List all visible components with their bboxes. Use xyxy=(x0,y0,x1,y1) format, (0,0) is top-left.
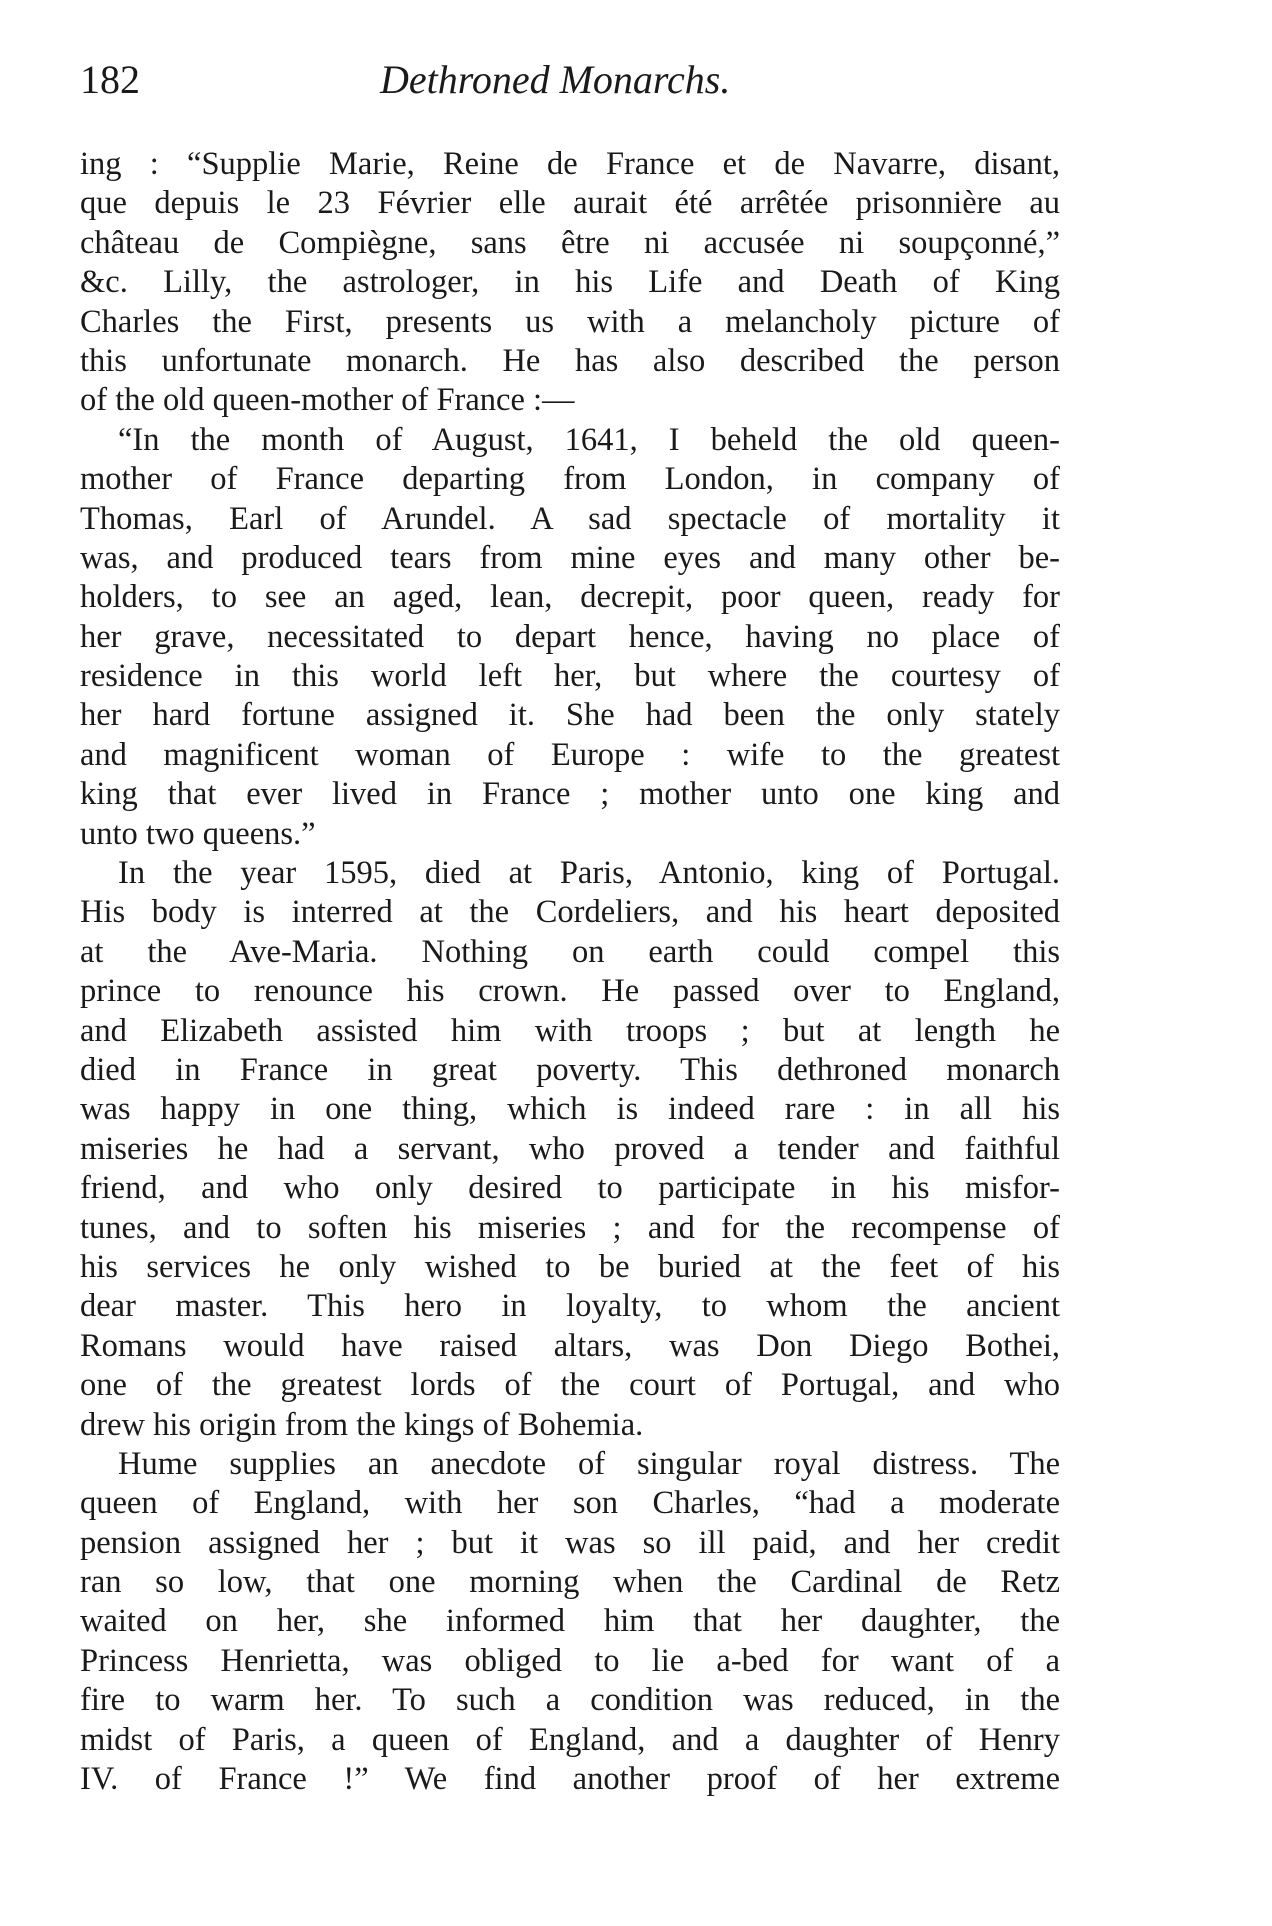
text-line: mother of France departing from London, in company of xyxy=(80,461,1060,498)
text-line: drew his origin from the kings of Bohemia. xyxy=(80,1406,644,1443)
text-line: que depuis le 23 Février elle aurait été arrêtée prisonnière au xyxy=(80,185,1060,222)
text-line: waited on her, she informed him that her daughter, the xyxy=(80,1603,1060,1640)
text-line: fire to warm her. To such a condition was reduced, in the xyxy=(80,1682,1060,1719)
page-number: 182 xyxy=(80,57,140,102)
text-line: pension assigned her ; but it was so ill paid, and her credit xyxy=(80,1524,1060,1561)
text-line: Hume supplies an anecdote of singular royal distress. The xyxy=(118,1445,1060,1482)
text-line: one of the greatest lords of the court of Portugal, and who xyxy=(80,1367,1060,1404)
text-line: Thomas, Earl of Arundel. A sad spectacle of mortality it xyxy=(80,500,1060,537)
text-line: friend, and who only desired to participate in his misfor- xyxy=(80,1170,1060,1207)
text-line: prince to renounce his crown. He passed over to England, xyxy=(80,973,1060,1010)
text-line: this unfortunate monarch. He has also described the person xyxy=(80,342,1060,379)
running-title: Dethroned Monarchs. xyxy=(380,57,731,102)
text-line: and Elizabeth assisted him with troops ; but at length he xyxy=(80,1012,1060,1049)
text-line: of the old queen-mother of France :— xyxy=(80,382,575,419)
text-line: residence in this world left her, but where the courtesy of xyxy=(80,658,1060,695)
text-line: His body is interred at the Cordeliers, and his heart deposited xyxy=(80,894,1060,931)
text-line: “In the month of August, 1641, I beheld the old queen- xyxy=(118,421,1060,458)
text-line: Princess Henrietta, was obliged to lie a-bed for want of a xyxy=(80,1642,1060,1679)
text-line: Charles the First, presents us with a melancholy picture of xyxy=(80,303,1060,340)
text-line: queen of England, with her son Charles, “had a moderate xyxy=(80,1485,1060,1522)
text-line: IV. of France !” We find another proof of her extreme xyxy=(80,1761,1060,1798)
text-line: ing : “Supplie Marie, Reine de France et de Navarre, disant, xyxy=(80,146,1060,182)
text-line: dear master. This hero in loyalty, to whom the ancient xyxy=(80,1288,1060,1325)
text-line: his services he only wished to be buried at the feet of his xyxy=(80,1248,1060,1285)
text-line: &c. Lilly, the astrologer, in his Life and Death of King xyxy=(80,264,1060,301)
text-line: tunes, and to soften his miseries ; and for the recompense of xyxy=(80,1209,1060,1246)
text-line: died in France in great poverty. This dethroned monarch xyxy=(80,1051,1060,1088)
text-line: and magnificent woman of Europe : wife to the greatest xyxy=(80,736,1060,773)
running-head xyxy=(80,56,1060,104)
text-line: was happy in one thing, which is indeed rare : in all his xyxy=(80,1091,1060,1128)
text-line: holders, to see an aged, lean, decrepit, poor queen, ready for xyxy=(80,579,1060,616)
body-text xyxy=(80,145,1060,1799)
text-line: her grave, necessitated to depart hence, having no place of xyxy=(80,618,1060,655)
text-line: her hard fortune assigned it. She had been the only stately xyxy=(80,697,1060,734)
text-line: king that ever lived in France ; mother unto one king and xyxy=(80,776,1060,813)
text-line: was, and produced tears from mine eyes and many other be- xyxy=(80,539,1060,576)
text-line: miseries he had a servant, who proved a tender and faithful xyxy=(80,1130,1060,1167)
text-line: In the year 1595, died at Paris, Antonio, king of Portugal. xyxy=(118,855,1060,892)
text-line: midst of Paris, a queen of England, and a daughter of Henry xyxy=(80,1721,1060,1758)
text-line: unto two queens.” xyxy=(80,815,316,852)
text-line: ran so low, that one morning when the Cardinal de Retz xyxy=(80,1564,1060,1601)
text-line: at the Ave-Maria. Nothing on earth could compel this xyxy=(80,933,1060,970)
text-line: Romans would have raised altars, was Don Diego Bothei, xyxy=(80,1327,1060,1364)
text-line: château de Compiègne, sans être ni accusée ni soupçonné,” xyxy=(80,224,1060,261)
